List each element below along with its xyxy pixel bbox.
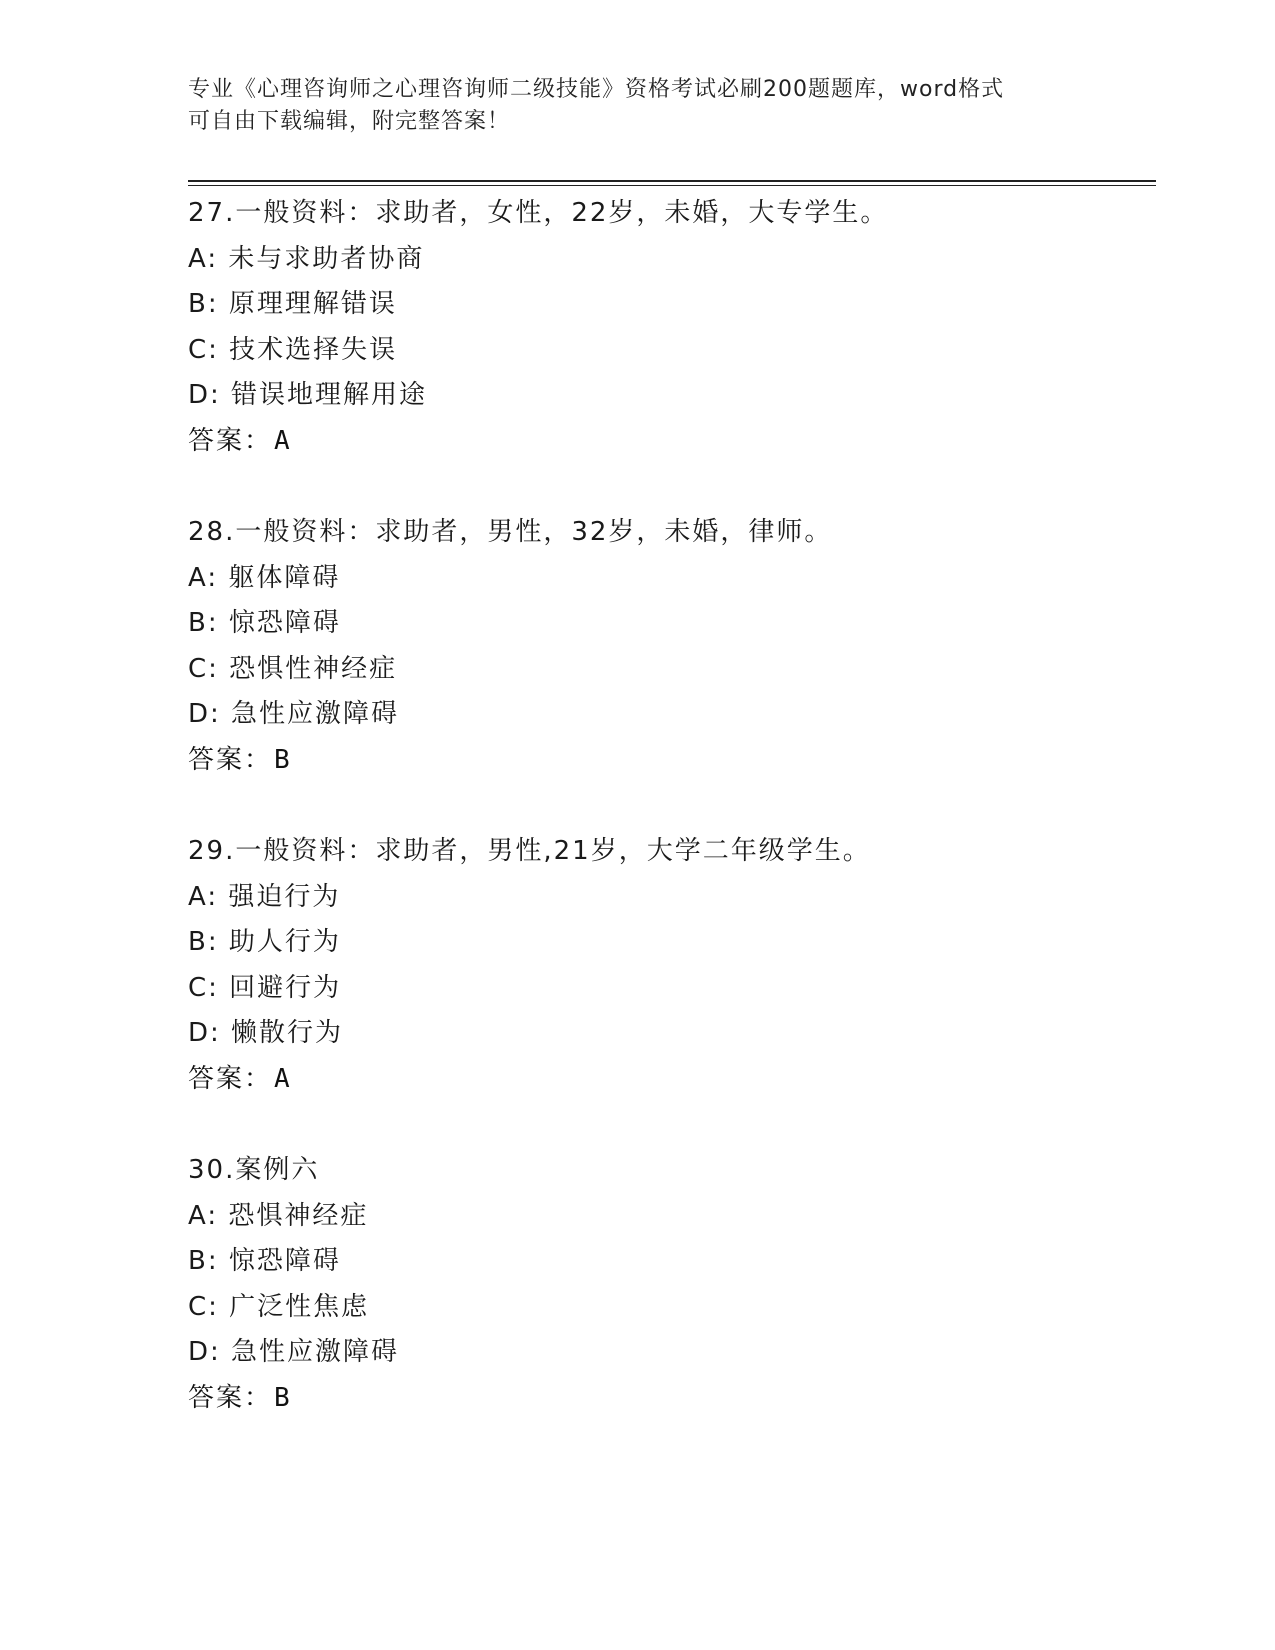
option-a: A: 强迫行为 xyxy=(188,881,341,912)
option-d: D: 急性应激障碍 xyxy=(188,699,400,729)
question-30 xyxy=(188,1148,1148,1421)
option-a: A: 恐惧神经症 xyxy=(188,1200,369,1231)
answer-line xyxy=(188,1376,1148,1422)
question-27 xyxy=(188,191,1148,464)
option-c: C: 恐惧性神经症 xyxy=(188,653,398,684)
option-a: A: 躯体障碍 xyxy=(188,562,341,593)
option-b: B: 原理理解错误 xyxy=(188,289,397,319)
question-stem: 29.一般资料：求助者，男性,21岁，大学二年级学生。 xyxy=(188,836,871,866)
answer-value: A xyxy=(274,1063,290,1094)
answer-label: 答案： xyxy=(188,425,273,456)
question-stem: 28.一般资料：求助者，男性，32岁，未婚，律师。 xyxy=(188,517,833,547)
question-list xyxy=(188,191,1148,1467)
document-header xyxy=(188,74,1068,138)
answer-label: 答案： xyxy=(188,1063,273,1094)
option-b: B: 助人行为 xyxy=(188,927,341,957)
question-29 xyxy=(188,829,1148,1102)
option-c: C: 回避行为 xyxy=(188,972,342,1003)
option-d: D: 错误地理解用途 xyxy=(188,380,428,410)
answer-line xyxy=(188,419,1148,465)
header-title-line-1: 专业《心理咨询师之心理咨询师二级技能》资格考试必刷200题题库，word格式 xyxy=(188,77,1005,102)
answer-line xyxy=(188,1057,1148,1103)
option-b: B: 惊恐障碍 xyxy=(188,1246,341,1276)
question-stem: 27.一般资料：求助者，女性，22岁，未婚，大专学生。 xyxy=(188,198,889,228)
answer-value: B xyxy=(274,744,290,775)
header-divider-thin xyxy=(188,185,1156,186)
question-stem: 30.案例六 xyxy=(188,1155,320,1185)
header-divider-thick xyxy=(188,180,1156,182)
answer-value: B xyxy=(274,1382,290,1413)
answer-label: 答案： xyxy=(188,1382,273,1413)
option-c: C: 技术选择失误 xyxy=(188,334,398,365)
header-title-line-2: 可自由下载编辑，附完整答案！ xyxy=(188,109,511,134)
answer-line xyxy=(188,738,1148,784)
answer-label: 答案： xyxy=(188,744,273,775)
answer-value: A xyxy=(274,425,290,456)
option-b: B: 惊恐障碍 xyxy=(188,608,341,638)
question-28 xyxy=(188,510,1148,783)
option-d: D: 急性应激障碍 xyxy=(188,1337,400,1367)
option-c: C: 广泛性焦虑 xyxy=(188,1291,370,1322)
option-a: A: 未与求助者协商 xyxy=(188,243,425,274)
option-d: D: 懒散行为 xyxy=(188,1018,344,1048)
